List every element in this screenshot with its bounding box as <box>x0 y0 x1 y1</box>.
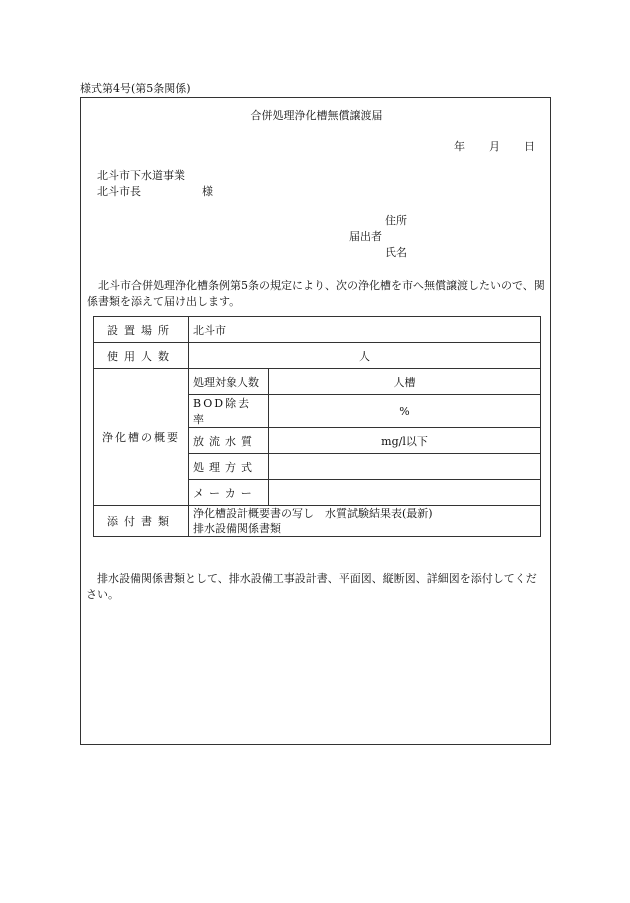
table-row <box>94 343 541 369</box>
capacity-unit: 人槽 <box>269 369 541 395</box>
table-row <box>94 317 541 343</box>
attach-line-1: 浄化槽設計概要書の写し 水質試験結果表(最新) <box>193 507 433 520</box>
addressee-title: 北斗市長 <box>97 185 141 198</box>
address-label: 住所 <box>385 214 407 227</box>
method-value <box>269 454 541 480</box>
bod-label: BOD除去率 <box>189 395 269 428</box>
bod-unit: % <box>269 395 541 428</box>
date-year: 年 <box>454 140 465 153</box>
maker-value <box>269 480 541 506</box>
date-day: 日 <box>524 140 535 153</box>
addressee-org: 北斗市下水道事業 <box>97 169 185 182</box>
applicant-role-label: 届出者 <box>349 230 382 243</box>
overview-label: 浄化槽の概要 <box>94 369 189 506</box>
name-label: 氏名 <box>385 246 407 259</box>
attachment-note: 排水設備関係書類として、排水設備工事設計書、平面図、縦断図、詳細図を添付してください。 <box>86 572 537 601</box>
location-value: 北斗市 <box>189 317 541 343</box>
date-month: 月 <box>489 140 500 153</box>
capacity-label: 処理対象人数 <box>189 369 269 395</box>
attach-value <box>189 506 541 537</box>
intro-paragraph: 北斗市合併処理浄化槽条例第5条の規定により、次の浄化槽を市へ無償譲渡したいので、関係書類を添えて届け出します。 <box>87 279 545 308</box>
maker-label: メーカー <box>189 480 269 506</box>
effluent-label: 放流水質 <box>189 428 269 454</box>
form-title: 合併処理浄化槽無償譲渡届 <box>250 109 383 122</box>
users-unit: 人 <box>189 343 541 369</box>
location-label: 設置場所 <box>94 317 189 343</box>
table-row <box>94 369 541 395</box>
form-frame <box>80 97 551 745</box>
users-label: 使用人数 <box>94 343 189 369</box>
details-table <box>93 316 541 537</box>
attach-label: 添付書類 <box>94 506 189 537</box>
method-label: 処理方式 <box>189 454 269 480</box>
table-row <box>94 506 541 537</box>
form-number-label: 様式第4号(第5条関係) <box>80 82 191 95</box>
effluent-unit: mg/l以下 <box>269 428 541 454</box>
attach-line-2: 排水設備関係書類 <box>193 522 281 535</box>
addressee-honorific: 様 <box>202 185 213 198</box>
